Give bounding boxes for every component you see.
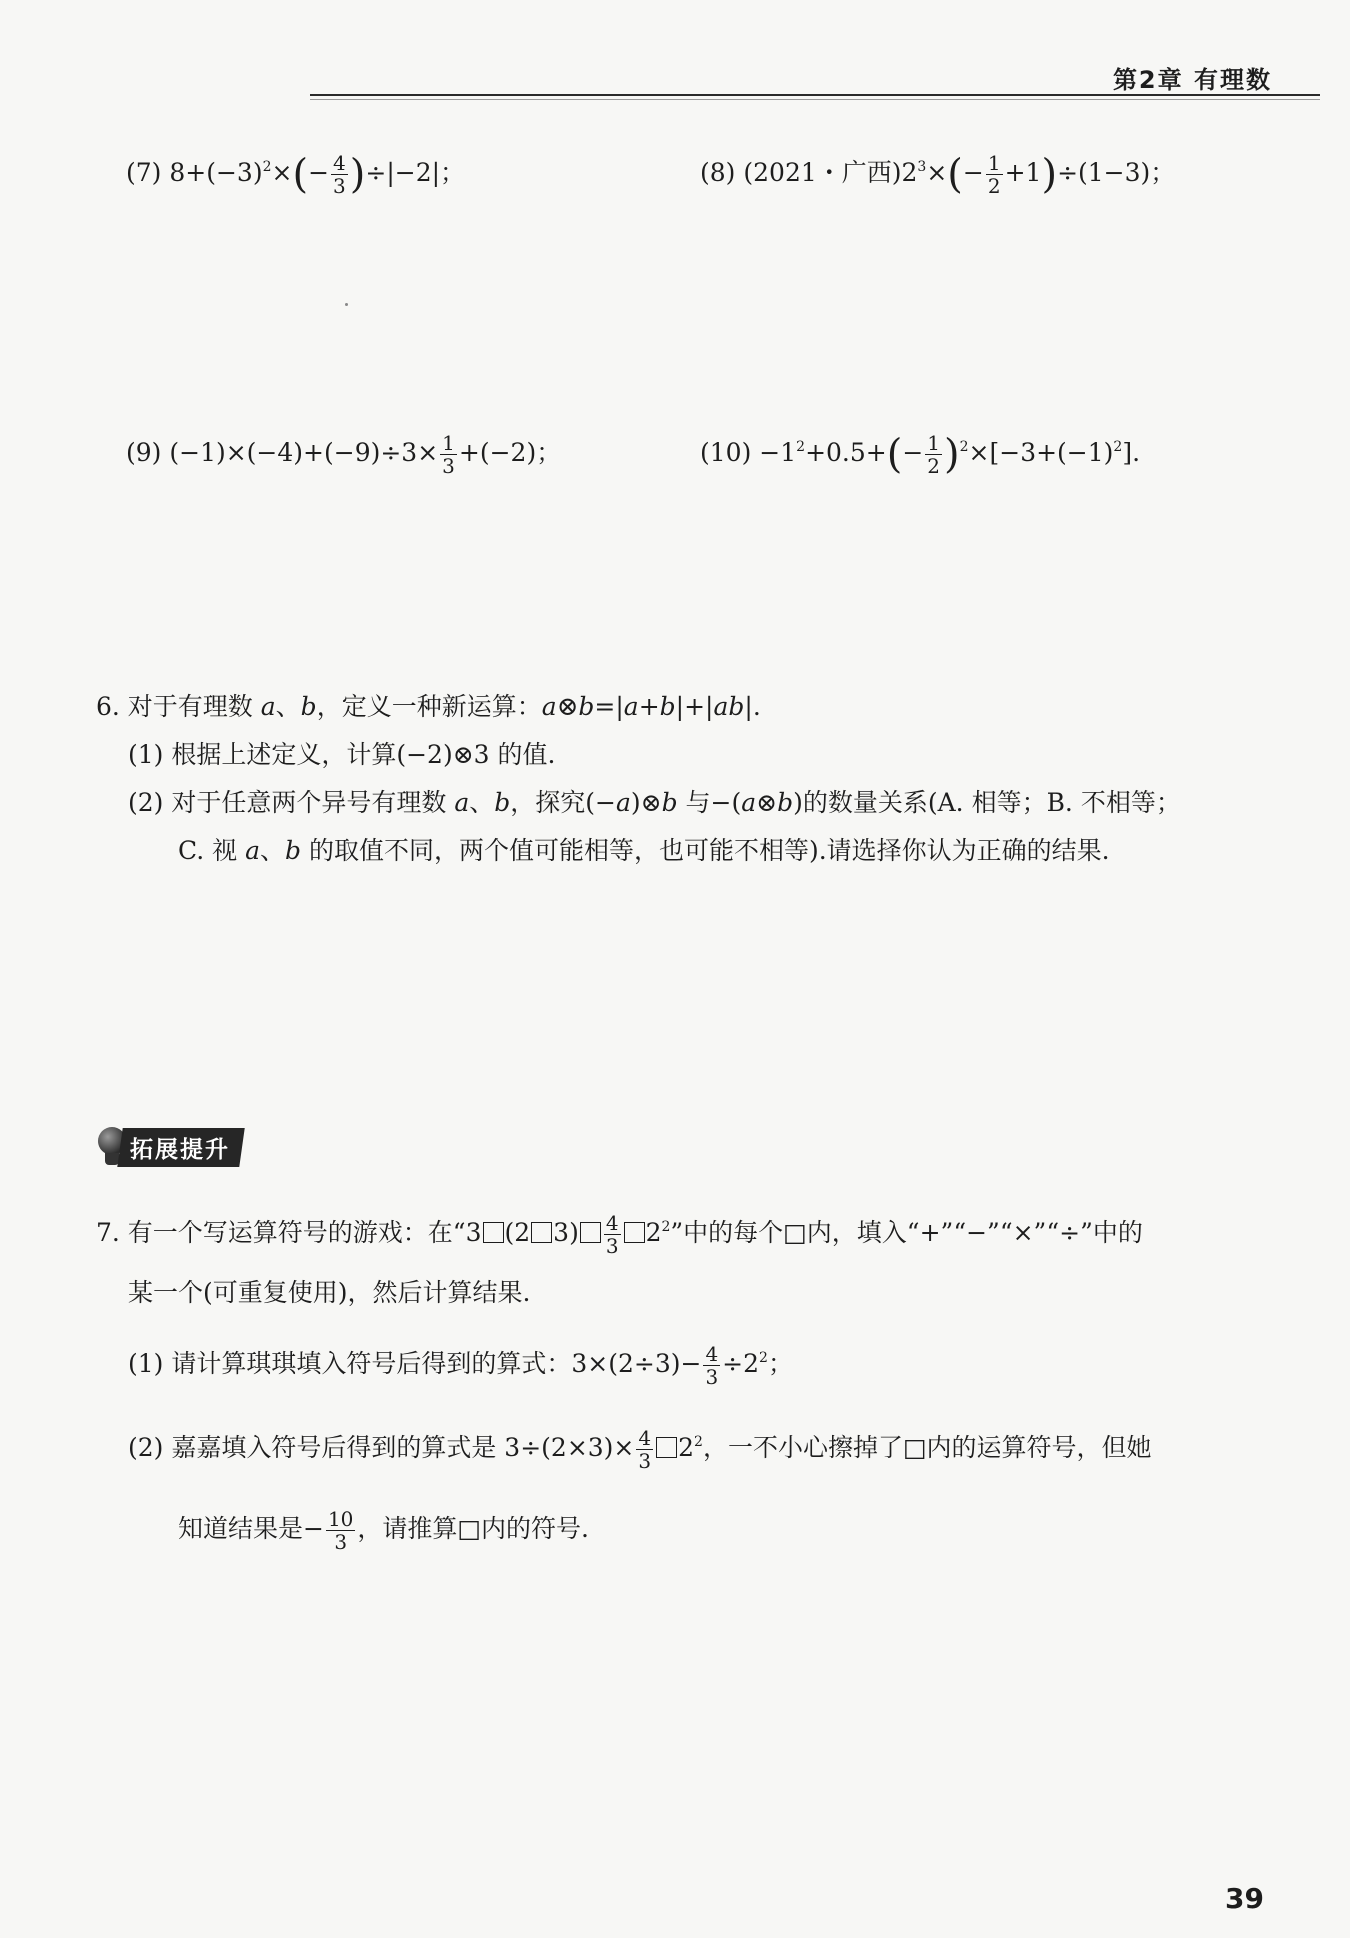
problem-9-expression: (9) (−1)×(−4)+(−9)÷3× $\frac{1}{3}$ +(−2)；: [126, 431, 562, 478]
problem-label: (9): [126, 438, 162, 467]
fraction: $\frac{4}{3}$: [333, 151, 346, 198]
problem-7-sub2-line2: 知道结果是− $\frac{10}{3}$ ，请推算□内的符号.: [178, 1507, 589, 1554]
fraction: $\frac{10}{3}$: [327, 1507, 354, 1554]
chapter-title: 第2章 有理数: [1112, 66, 1272, 94]
blank-box: [531, 1222, 552, 1243]
fraction: $\frac{4}{3}$: [605, 1211, 619, 1258]
problem-label: (7): [126, 158, 162, 187]
problem-6-stem: 6. 对于有理数 a、b，定义一种新运算：a⊗b=|a+b|+|ab|.: [96, 692, 761, 722]
problem-7-sub1: (1) 请计算琪琪填入符号后得到的算式：3×(2÷3)− $\frac{4}{3}$ $\div 2^2$；: [128, 1342, 793, 1389]
problem-7-expression: (7) $8+(-3)^2\times(-$ $\frac{4}{3}$ )÷|−2|；: [126, 151, 466, 198]
problem-label: (10): [700, 438, 752, 467]
problem-10-expression: $(10) -1^2+0.5+(-$ $\frac{1}{2}$ )$^2\times[-3+(-1)^2]$.: [700, 431, 1141, 478]
page-number: 39: [1225, 1882, 1264, 1915]
problem-7-stem: 7. 有一个写运算符号的游戏：在“3 (2 3) $\frac{4}{3}$ $2^2$”中的每个□内，填入“+”“−”“×”“÷”中的: [96, 1211, 1143, 1258]
fraction: $\frac{1}{2}$: [987, 151, 1001, 198]
blank-box: [624, 1222, 645, 1243]
header-rule: [310, 94, 1320, 96]
source-tag: (2021・广西): [743, 158, 902, 187]
problem-7-stem-line2: 某一个(可重复使用)，然后计算结果.: [128, 1278, 531, 1307]
speck: [345, 303, 348, 306]
section-badge: [96, 1127, 242, 1167]
problem-6-sub1: (1) 根据上述定义，计算(−2)⊗3 的值.: [128, 740, 556, 769]
section-label: 拓展提升: [130, 1136, 230, 1163]
problem-8-expression: (8) (2021・广西)$2^3\times(-$ $\frac{1}{2}$ +1)÷(1−3)；: [700, 151, 1176, 198]
fraction: $\frac{4}{3}$: [705, 1342, 719, 1389]
problem-7-sub2: (2) 嘉嘉填入符号后得到的算式是 3÷(2×3)× $\frac{4}{3}$ $2^2$，一不小心擦掉了□内的运算符号，但她: [128, 1426, 1152, 1473]
problem-label: (8): [700, 158, 736, 187]
fraction: $\frac{1}{3}$: [442, 431, 455, 478]
blank-box: [656, 1437, 677, 1458]
fraction: $\frac{1}{2}$: [927, 431, 941, 478]
blank-box: [580, 1222, 601, 1243]
problem-6-sub2-line2: C. 视 a、b 的取值不同，两个值可能相等，也可能不相等).请选择你认为正确的结果.: [178, 836, 1110, 865]
blank-box: [483, 1222, 504, 1243]
header-rule-thin: [310, 99, 1320, 100]
problem-6-sub2: (2) 对于任意两个异号有理数 a、b，探究(−a)⊗b 与−(a⊗b)的数量关系(A. 相等；B. 不相等；: [128, 788, 1181, 817]
fraction: $\frac{4}{3}$: [638, 1426, 652, 1473]
